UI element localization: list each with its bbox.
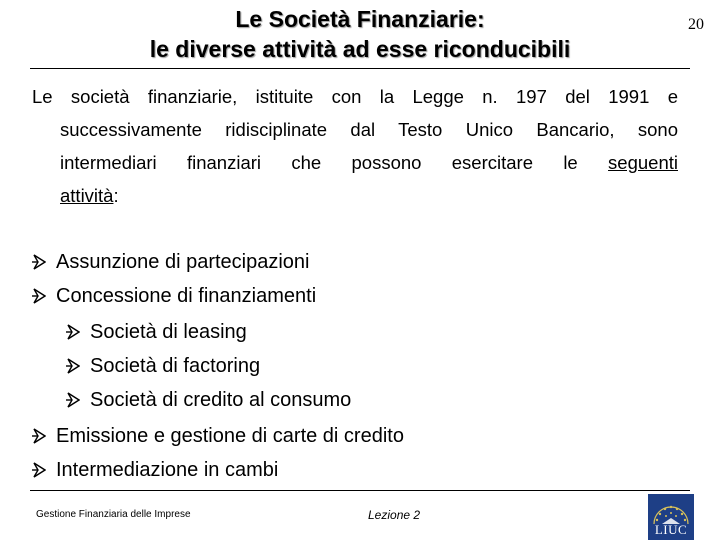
arrow-bullet-icon [32,254,46,270]
title-line-1: Le Società Finanziarie: [235,6,485,32]
intro-underlined-seguenti: seguenti [608,152,678,173]
bullet-item [32,458,278,482]
footer-divider [30,490,690,491]
sub-bullet-item [66,388,351,412]
page-number: 20 [688,16,704,33]
arrow-bullet-icon [32,428,46,444]
bullet-text: Società di credito al consumo [90,389,352,411]
arrow-bullet-icon [32,288,46,304]
arrow-bullet-icon [66,392,80,408]
bullet-text: Concessione di finanziamenti [56,285,317,307]
intro-line-4-colon: : [113,185,119,206]
bullet-item [32,424,404,448]
bullet-text: Assunzione di partecipazioni [56,251,310,273]
bullet-text: Emissione e gestione di carte di credito [56,425,404,447]
bullet-item [32,250,310,274]
intro-line-4 [32,179,678,212]
sub-bullet-item [66,320,247,344]
liuc-logo [648,494,694,540]
sub-bullet-item [66,354,260,378]
logo-text: LIUC [654,522,688,537]
arrow-bullet-icon [66,324,80,340]
intro-paragraph [32,80,678,212]
slide-title [40,4,680,64]
intro-underlined-attivita: attività [60,185,114,206]
title-divider [30,68,690,69]
arrow-bullet-icon [32,462,46,478]
bullet-text: Società di leasing [90,321,247,343]
footer-course: Gestione Finanziaria delle Imprese [36,509,191,520]
bullet-item [32,284,316,308]
bullet-text: Intermediazione in cambi [56,459,279,481]
arrow-bullet-icon [66,358,80,374]
title-line-2: le diverse attività ad esse riconducibili [149,36,571,62]
intro-line-1: Le società finanziarie, istituite con la Legge n. 197 del 1991 e [32,86,678,107]
intro-line-3-text: intermediari finanziari che possono esercitare le [60,152,609,173]
bullet-text: Società di factoring [90,355,261,377]
intro-line-2: successivamente ridisciplinate dal Testo Unico Bancario, sono [60,119,678,140]
intro-line-3 [32,146,678,179]
footer-lesson: Lezione 2 [368,508,421,522]
